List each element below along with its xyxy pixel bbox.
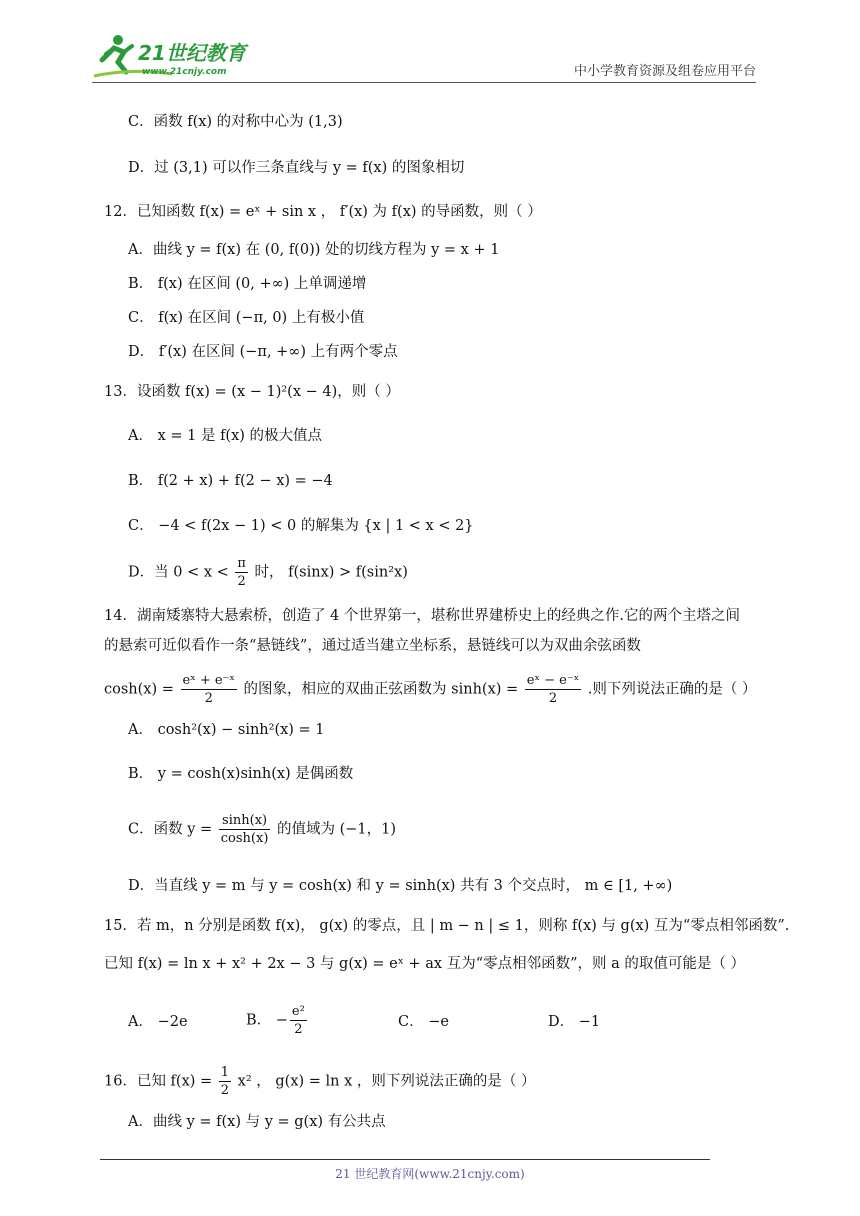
footer-divider <box>100 1159 710 1160</box>
q13-option-b: B． f(2 + x) + f(2 − x) = −4 <box>128 473 333 489</box>
frac-num: e² <box>291 1004 305 1019</box>
q14-option-c-post: 的值域为 (−1，1) <box>272 821 397 838</box>
logo-text: 21世纪教育 <box>138 41 246 65</box>
q16-stem-post: x² ， g(x) = ln x ，则下列说法正确的是（ ） <box>233 1073 536 1090</box>
frac-den: 2 <box>294 1022 303 1037</box>
frac-num: eˣ + e⁻ˣ <box>182 673 235 688</box>
q14-option-c-pre: C．函数 y = <box>128 821 217 838</box>
frac-den: 2 <box>237 574 246 589</box>
frac-den: 2 <box>204 691 213 706</box>
q15-option-d: D． −1 <box>548 1014 601 1030</box>
frac-num: 1 <box>220 1065 230 1080</box>
q12-option-b: B． f(x) 在区间 (0, +∞) 上单调递增 <box>128 276 367 292</box>
q14-option-a: A． cosh²(x) − sinh²(x) = 1 <box>128 722 325 738</box>
q16-stem <box>104 1064 536 1099</box>
q14-option-c <box>128 812 396 847</box>
q13-option-d-post: 时， f(sinx) > f(sin²x) <box>249 564 408 581</box>
frac-num: sinh(x) <box>219 812 271 830</box>
q15-stem-line2: 已知 f(x) = ln x + x² + 2x − 3 与 g(x) = eˣ + ax 互为“零点相邻函数”，则 a 的取值可能是（ ） <box>104 956 745 972</box>
q15-option-b-pre: B． − <box>246 1012 288 1029</box>
page-footer: 21 世纪教育网(www.21cnjy.com) <box>335 1167 525 1181</box>
fraction-sinh <box>525 672 581 707</box>
fraction-cosh <box>181 672 237 707</box>
frac-den: 2 <box>548 691 558 706</box>
q11-option-c: C．函数 f(x) 的对称中心为 (1,3) <box>128 114 343 130</box>
logo-runner-icon <box>92 32 262 80</box>
sinh-def-pre: 的图象，相应的双曲正弦函数为 sinh(x) = <box>238 681 523 698</box>
q12-option-a: A．曲线 y = f(x) 在 (0, f(0)) 处的切线方程为 y = x + 1 <box>128 242 500 258</box>
q12-option-d: D． f′(x) 在区间 (−π, +∞) 上有两个零点 <box>128 344 398 360</box>
fraction-half <box>219 1064 231 1099</box>
frac-den: cosh(x) <box>220 831 269 846</box>
q16-stem-pre: 16．已知 f(x) = <box>104 1073 217 1090</box>
q16-option-a: A．曲线 y = f(x) 与 y = g(x) 有公共点 <box>128 1114 386 1130</box>
q13-option-d-pre: D．当 0 < x < <box>128 564 234 581</box>
q14-stem-line2: 的悬索可近似看作一条“悬链线”，通过适当建立坐标系，悬链线可以为双曲余弦函数 <box>104 638 641 654</box>
logo-url: www.21cnjy.com <box>142 67 227 77</box>
q14-option-b: B． y = cosh(x)sinh(x) 是偶函数 <box>128 766 354 782</box>
q13-option-c: C． −4 < f(2x − 1) < 0 的解集为 {x | 1 < x < 2} <box>128 518 474 534</box>
cosh-def-pre: cosh(x) = <box>104 681 179 698</box>
q14-option-d: D．当直线 y = m 与 y = cosh(x) 和 y = sinh(x) 共有 3 个交点时， m ∈ [1, +∞) <box>128 878 673 894</box>
q13-option-a: A． x = 1 是 f(x) 的极大值点 <box>128 428 323 444</box>
page-header <box>0 0 860 90</box>
header-divider <box>92 82 756 83</box>
q15-option-b <box>246 1003 309 1038</box>
frac-num: eˣ − e⁻ˣ <box>526 673 580 688</box>
fraction-tanh <box>219 812 271 847</box>
q14-stem-line1: 14．湖南矮寨特大悬索桥，创造了 4 个世界第一，堪称世界建桥史上的经典之作.它的两个主塔之间 <box>104 608 740 624</box>
q15-option-a: A． −2e <box>128 1014 188 1030</box>
q12-stem: 12．已知函数 f(x) = eˣ + sin x ， f′(x) 为 f(x) 的导函数，则（ ） <box>104 204 542 220</box>
q11-option-d: D．过 (3,1) 可以作三条直线与 y = f(x) 的图象相切 <box>128 160 465 176</box>
q15-stem-line1: 15．若 m，n 分别是函数 f(x)， g(x) 的零点，且 | m − n | ≤ 1，则称 f(x) 与 g(x) 互为“零点相邻函数”. <box>104 918 790 934</box>
q12-option-c: C． f(x) 在区间 (−π, 0) 上有极小值 <box>128 310 365 326</box>
q15-option-c: C． −e <box>398 1014 449 1030</box>
platform-name: 中小学教育资源及组卷应用平台 <box>573 64 756 79</box>
q14-question: .则下列说法正确的是（ ） <box>583 681 757 698</box>
frac-den: 2 <box>220 1083 230 1098</box>
q13-option-d <box>128 555 408 590</box>
q14-stem-line3 <box>104 672 757 707</box>
frac-num: π <box>237 556 246 571</box>
fraction-e2-over-2 <box>290 1003 307 1038</box>
q13-stem: 13．设函数 f(x) = (x − 1)²(x − 4)，则（ ） <box>104 384 400 400</box>
fraction-pi-over-2 <box>235 555 248 590</box>
